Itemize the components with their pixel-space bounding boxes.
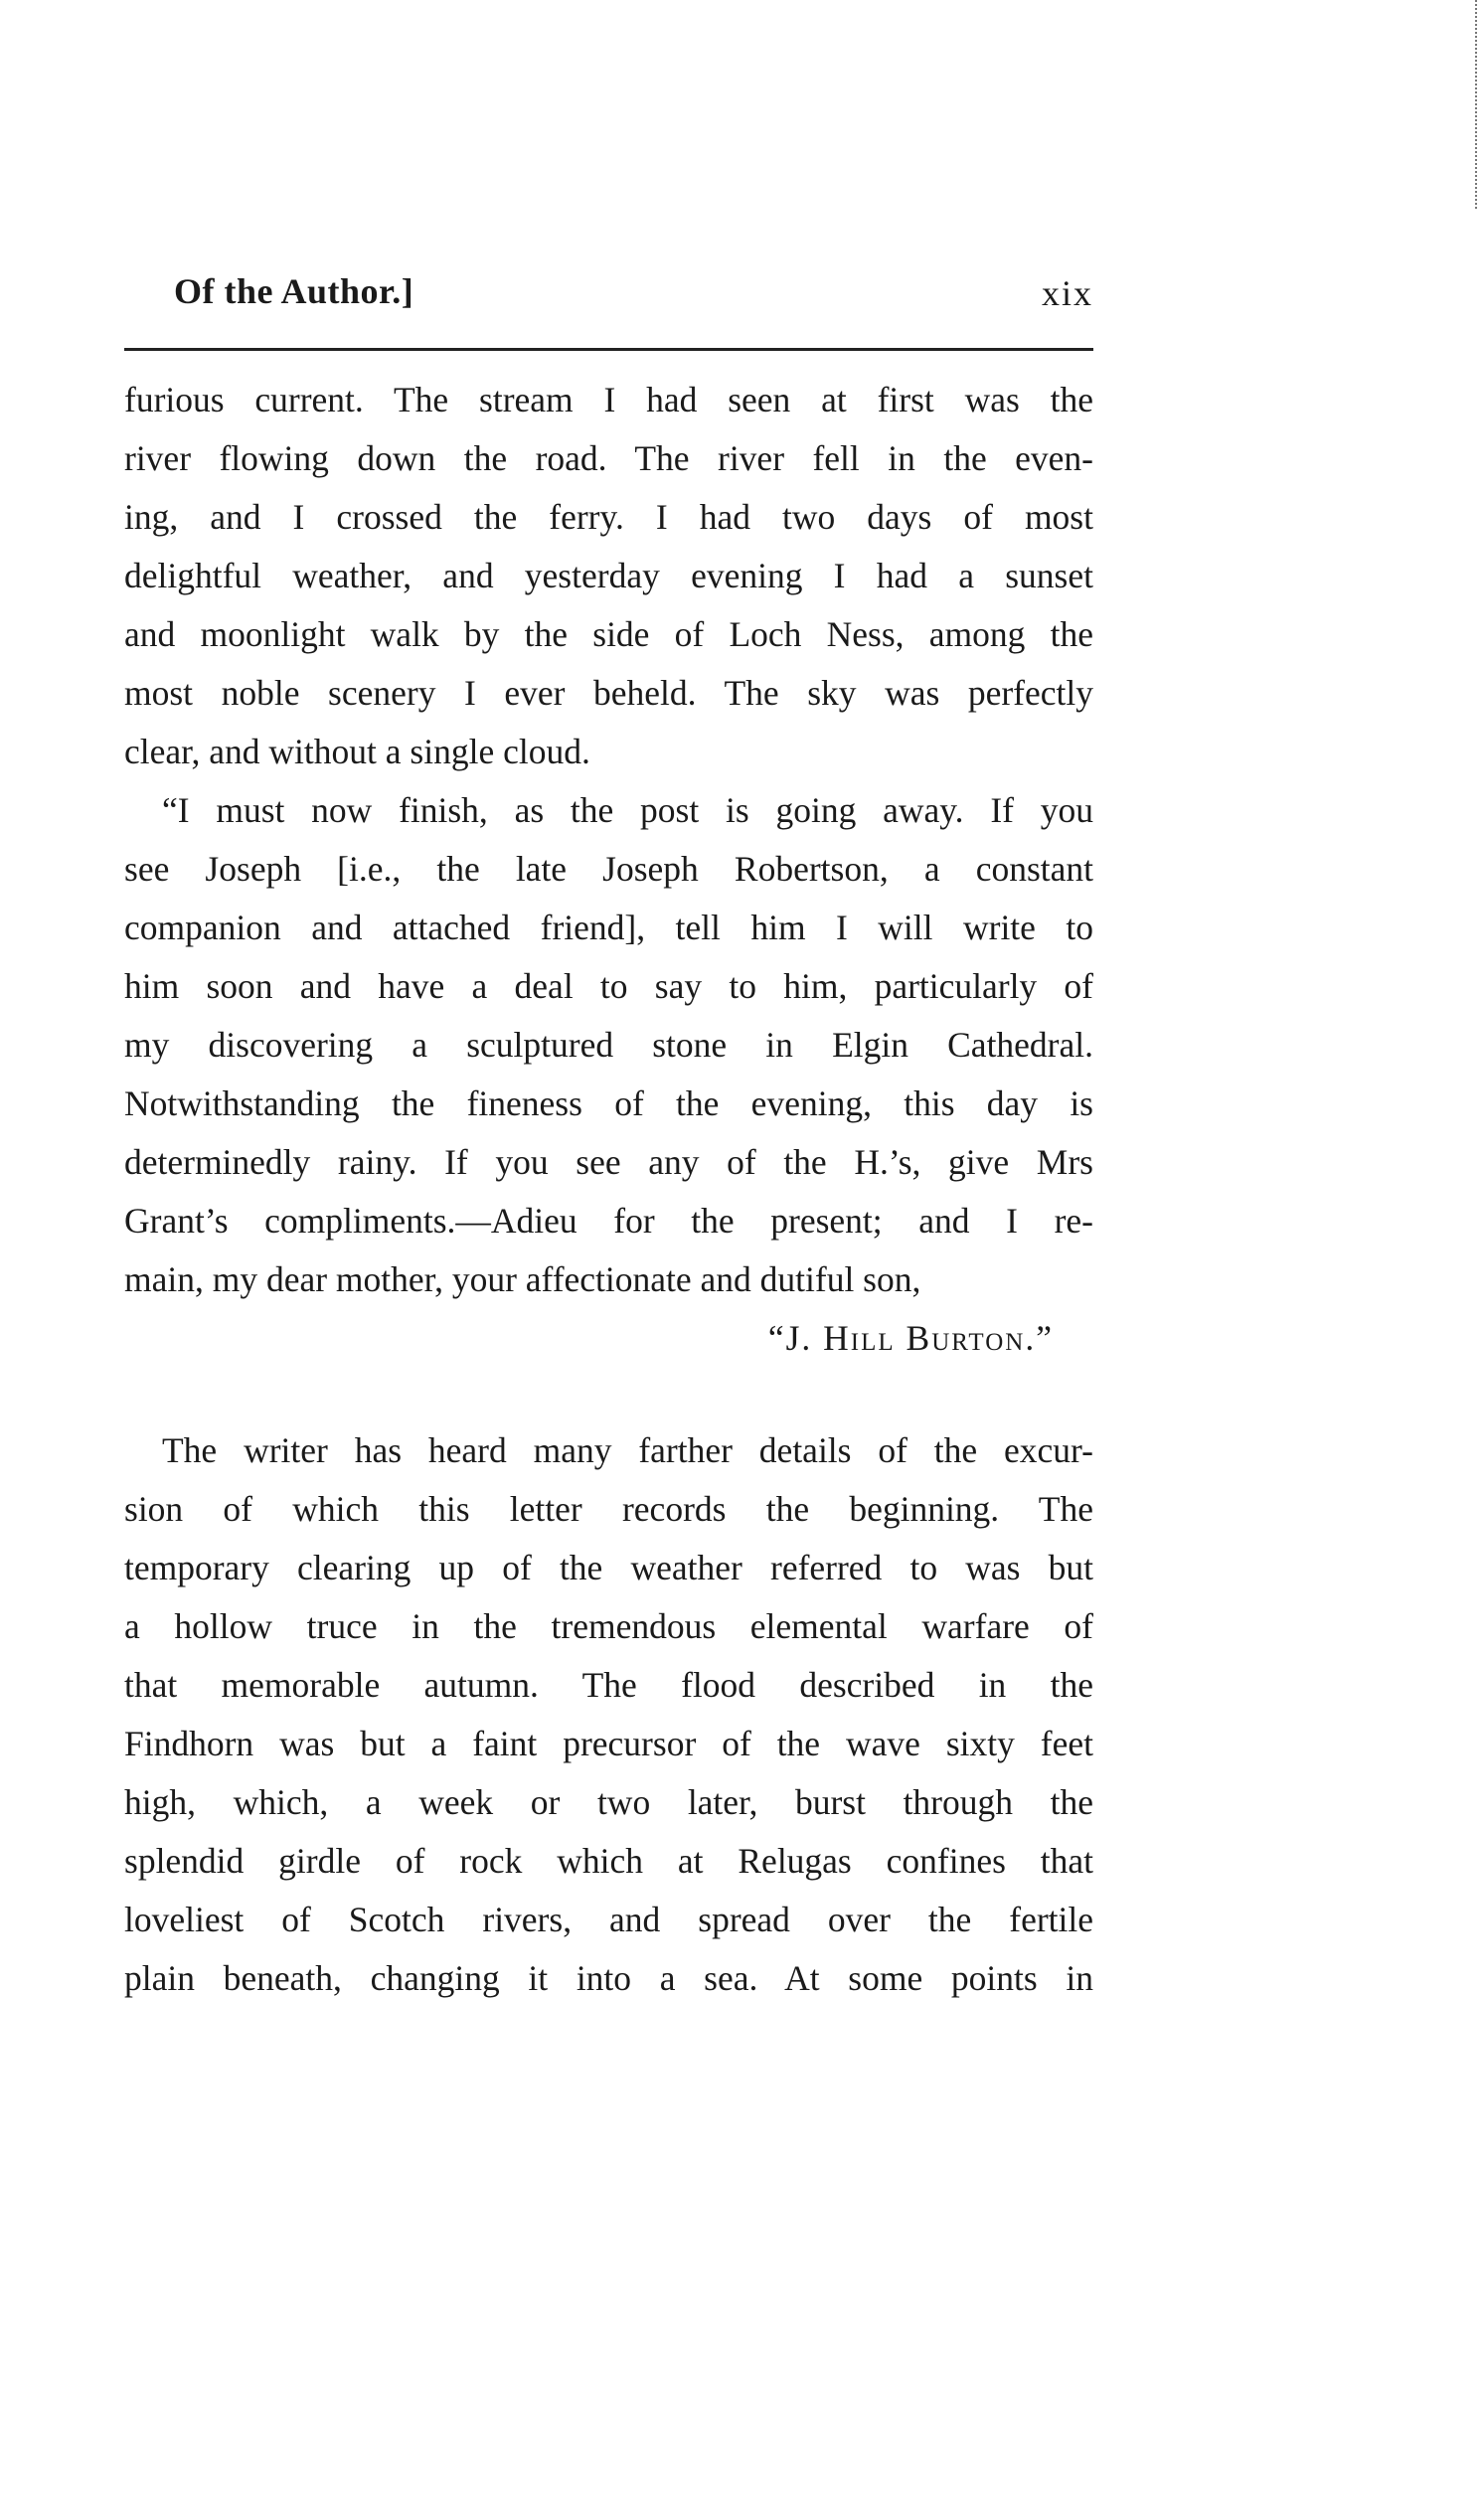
text-line: Grant’s compliments.—Adieu for the present; and I re- <box>124 1201 1093 1241</box>
text-line: loveliest of Scotch rivers, and spread over the fertile <box>124 1900 1093 1939</box>
text-line: Findhorn was but a faint precursor of the wave sixty feet <box>124 1724 1093 1763</box>
body-text <box>124 371 1093 2008</box>
text-line: sion of which this letter records the beginning. The <box>124 1489 1093 1529</box>
text-line: ing, and I crossed the ferry. I had two days of most <box>124 497 1093 537</box>
text-line: a hollow truce in the tremendous elemental warfare of <box>124 1606 1093 1646</box>
section-gap <box>124 1368 1093 1421</box>
letter-signature: “J. Hill Burton.” <box>767 1318 1054 1358</box>
text-line: most noble scenery I ever beheld. The sky was perfectly <box>124 673 1093 713</box>
text-line: plain beneath, changing it into a sea. At some points in <box>124 1958 1093 1998</box>
running-head <box>124 270 1093 320</box>
text-line: companion and attached friend], tell him I will write to <box>124 908 1093 947</box>
paragraph <box>124 781 1093 1368</box>
text-line: river flowing down the road. The river fell in the even- <box>124 438 1093 478</box>
paragraph <box>124 1421 1093 2008</box>
text-line: and moonlight walk by the side of Loch Ness, among the <box>124 614 1093 654</box>
text-line: him soon and have a deal to say to him, particularly of <box>124 966 1093 1006</box>
paragraph <box>124 371 1093 781</box>
text-line: main, my dear mother, your affectionate and dutiful son, <box>124 1259 921 1299</box>
text-line: furious current. The stream I had seen at first was the <box>124 380 1093 419</box>
text-line: my discovering a sculptured stone in Elgin Cathedral. <box>124 1025 1093 1065</box>
running-head-title: Of the Author.] <box>174 271 414 311</box>
text-line: high, which, a week or two later, burst through the <box>124 1782 1093 1822</box>
text-line: temporary clearing up of the weather referred to was but <box>124 1548 1093 1587</box>
text-line: determinedly rainy. If you see any of the H.’s, give Mrs <box>124 1142 1093 1182</box>
margin-scan-marks <box>1475 0 1480 209</box>
text-line: see Joseph [i.e., the late Joseph Robertson, a constant <box>124 849 1093 889</box>
header-rule <box>124 348 1093 351</box>
text-line: The writer has heard many farther details of the excur- <box>162 1430 1093 1470</box>
page-number: xix <box>1041 273 1093 313</box>
text-line: delightful weather, and yesterday evening I had a sunset <box>124 556 1093 595</box>
text-line: that memorable autumn. The flood described in the <box>124 1665 1093 1705</box>
text-line: “I must now finish, as the post is going away. If you <box>162 790 1093 830</box>
text-line: clear, and without a single cloud. <box>124 732 590 771</box>
text-line: Notwithstanding the fineness of the evening, this day is <box>124 1083 1093 1123</box>
text-line: splendid girdle of rock which at Relugas confines that <box>124 1841 1093 1881</box>
